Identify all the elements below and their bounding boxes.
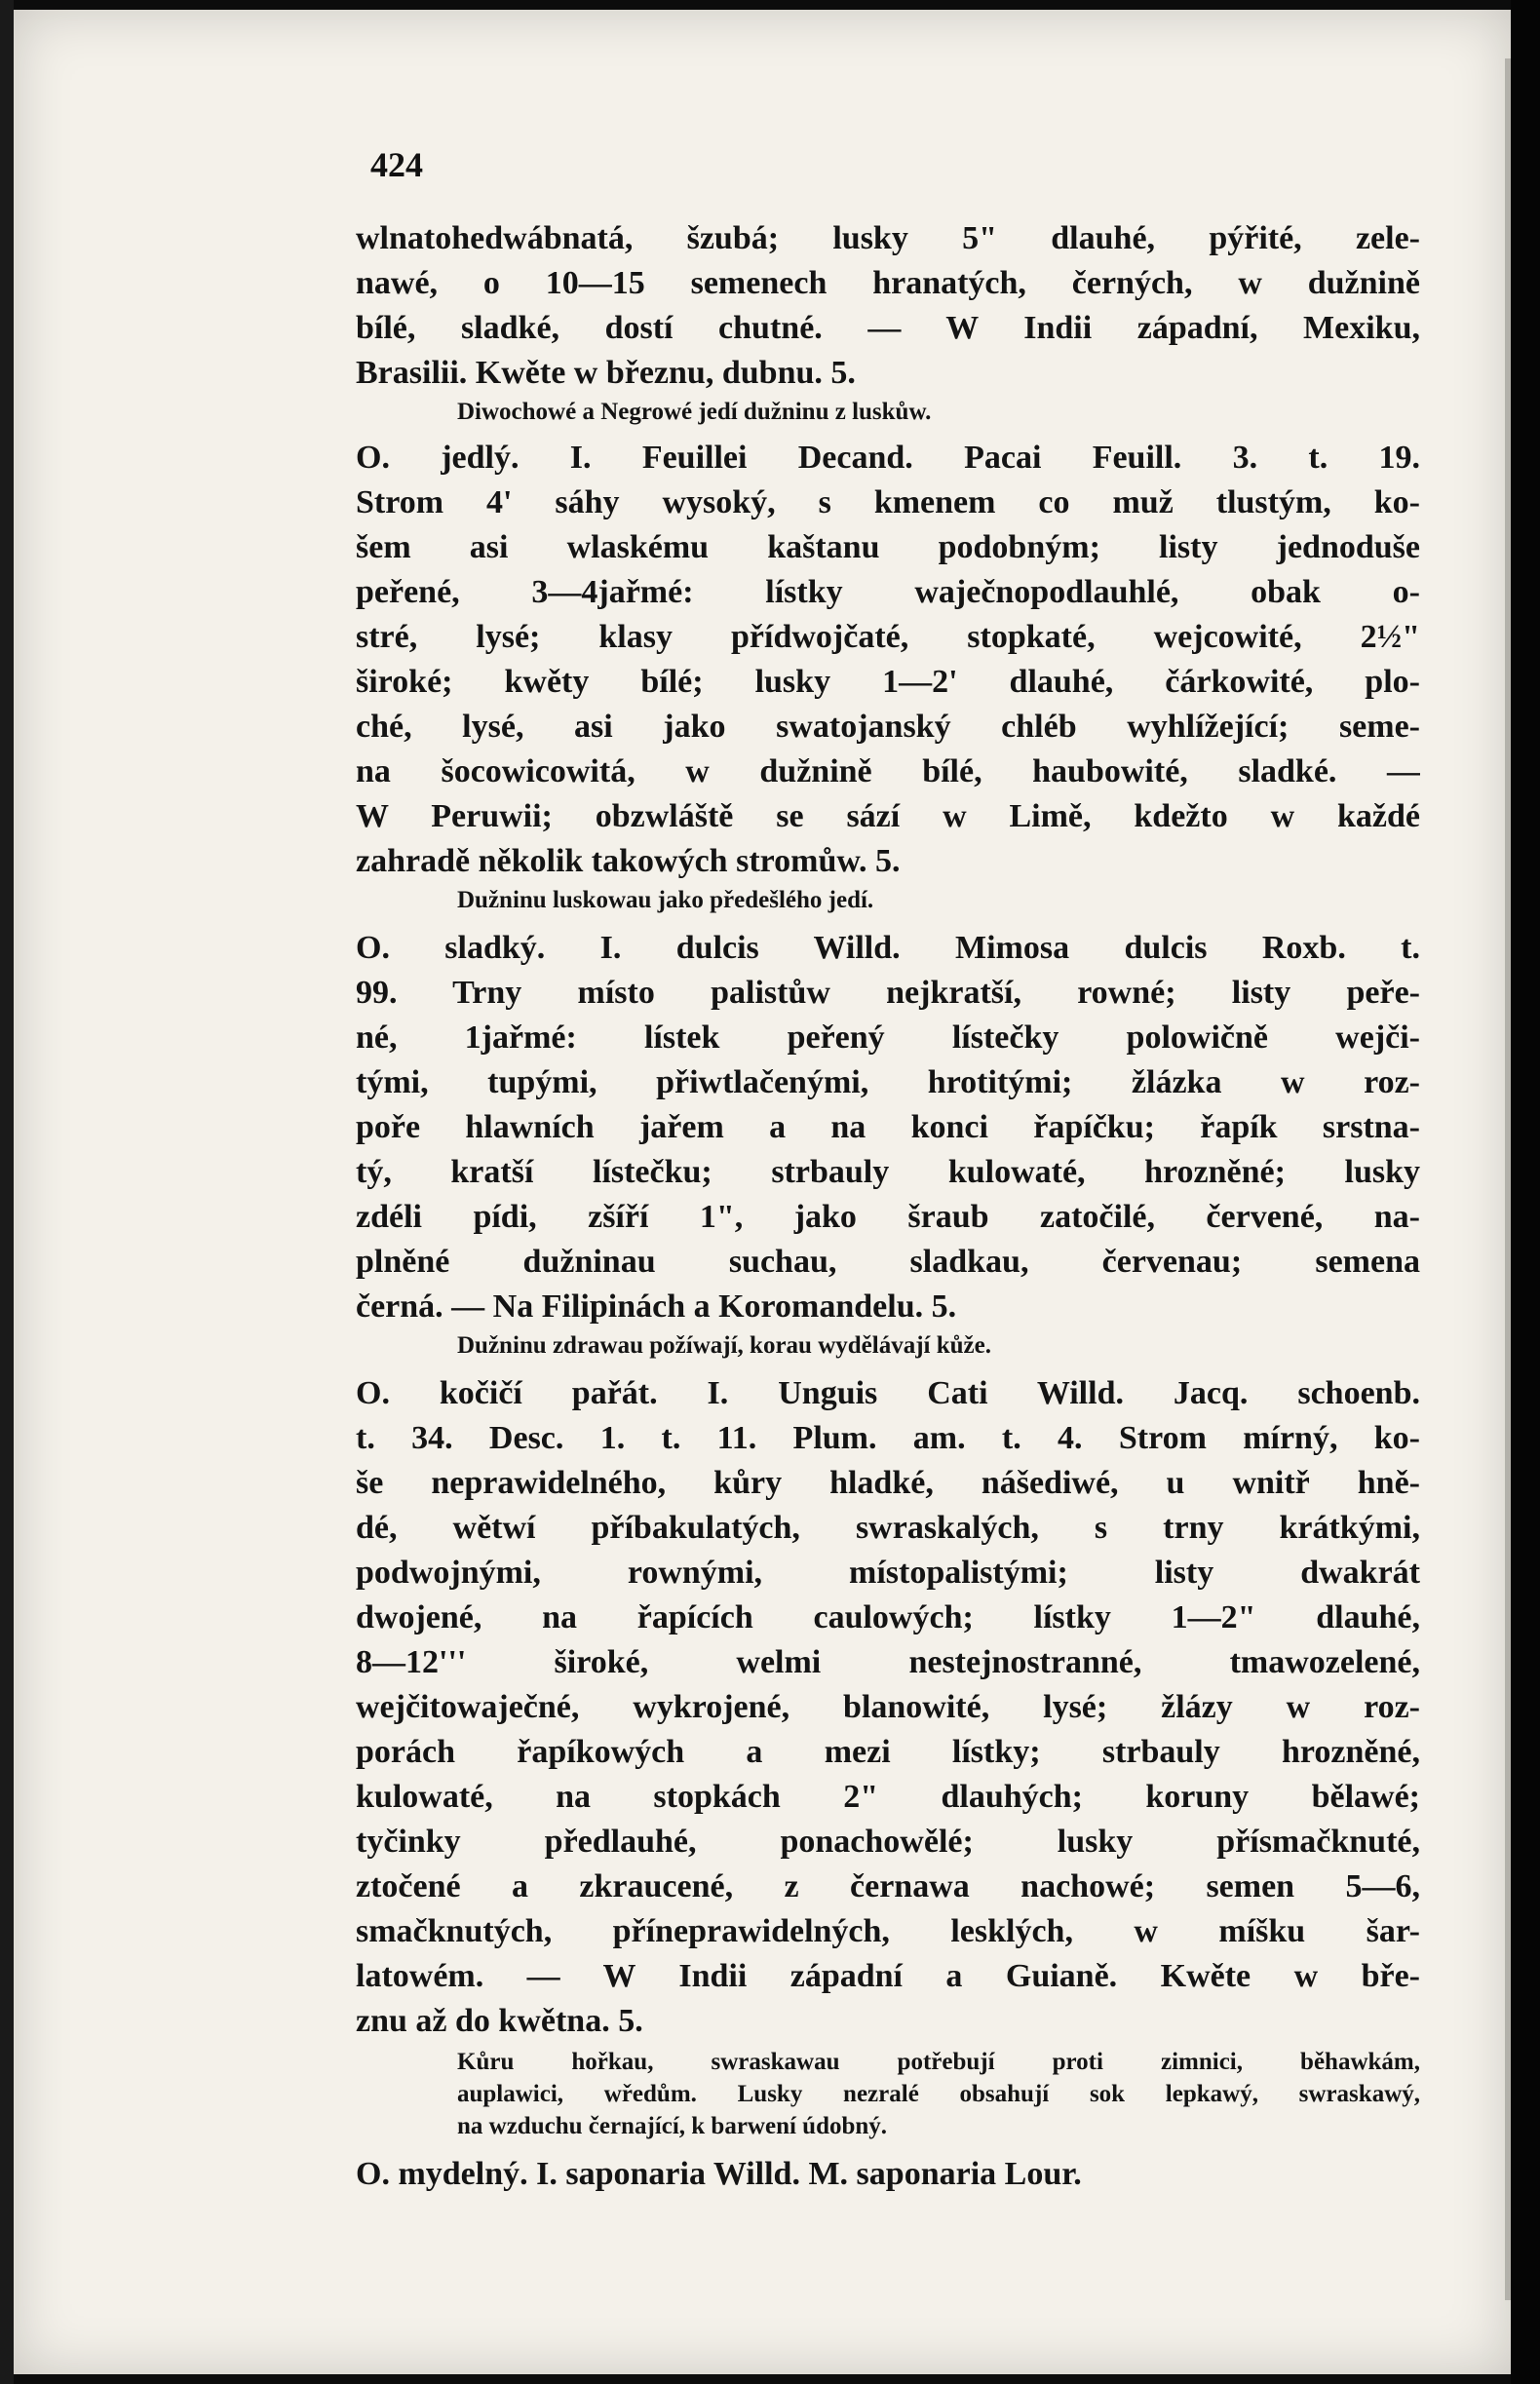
note-line: Dužninu luskowau jako předešlého jedí. xyxy=(457,887,874,913)
note-line: auplawici, wředům. Lusky nezralé obsahují sok lepkawý, swraskawý, xyxy=(457,2081,1420,2107)
text-line: Brasilii. Kwěte w březnu, dubnu. 5. xyxy=(356,355,856,391)
body-paragraph xyxy=(356,1371,1420,2044)
note-line: na wzduchu černající, k barwení údobný. xyxy=(457,2113,888,2139)
text-line: peřené, 3—4jařmé: lístky waječnopodlauhlé, obak o- xyxy=(356,574,1420,610)
page-text-block xyxy=(356,216,1420,2197)
text-line: t. 34. Desc. 1. t. 11. Plum. am. t. 4. Strom mírný, ko- xyxy=(356,1420,1420,1456)
body-paragraph xyxy=(356,216,1420,396)
text-line: široké; kwěty bílé; lusky 1—2' dlauhé, čárkowité, plo- xyxy=(356,664,1420,700)
text-line: podwojnými, rownými, místopalistými; listy dwakrát xyxy=(356,1555,1420,1591)
note-line: Kůru hořkau, swraskawau potřebují proti zimnici, běhawkám, xyxy=(457,2049,1420,2075)
text-line: 99. Trny místo palistůw nejkratší, rowné; listy peře- xyxy=(356,975,1420,1011)
note-paragraph xyxy=(356,884,1420,916)
text-line: O. jedlý. I. Feuillei Decand. Pacai Feuill. 3. t. 19. xyxy=(356,440,1420,476)
body-paragraph xyxy=(356,436,1420,884)
body-paragraph xyxy=(356,926,1420,1329)
note-paragraph xyxy=(356,1329,1420,1362)
text-line: znu až do kwětna. 5. xyxy=(356,2003,643,2039)
note-paragraph xyxy=(356,396,1420,428)
text-line: O. kočičí pařát. I. Unguis Cati Willd. Jacq. schoenb. xyxy=(356,1375,1420,1411)
text-line: tý, kratší lístečku; strbauly kulowaté, hrozněné; lusky xyxy=(356,1154,1420,1190)
text-line: smačknutých, příneprawidelných, lesklých, w míšku šar- xyxy=(356,1913,1420,1949)
note-line: Dužninu zdrawau požíwají, korau wydělávají kůže. xyxy=(457,1332,991,1359)
text-line: tými, tupými, přiwtlačenými, hrotitými; žlázka w roz- xyxy=(356,1064,1420,1100)
text-line: né, 1jařmé: lístek peřený lístečky polowičně wejči- xyxy=(356,1019,1420,1056)
text-line: Strom 4' sáhy wysoký, s kmenem co muž tlustým, ko- xyxy=(356,484,1420,520)
text-line: zdéli pídi, zšíří 1", jako šraub zatočilé, červené, na- xyxy=(356,1199,1420,1235)
text-line: bílé, sladké, dostí chutné. — W Indii západní, Mexiku, xyxy=(356,310,1420,346)
text-line: šem asi wlaskému kaštanu podobným; listy jednoduše xyxy=(356,529,1420,565)
text-line: ché, lysé, asi jako swatojanský chléb wyhlížející; seme- xyxy=(356,709,1420,745)
text-line: tyčinky předlauhé, ponachowělé; lusky přísmačknuté, xyxy=(356,1824,1420,1860)
text-line: še neprawidelného, kůry hladké, nášediwé, u wnitř hně- xyxy=(356,1465,1420,1501)
text-line: stré, lysé; klasy přídwojčaté, stopkaté, wejcowité, 2½" xyxy=(356,619,1420,655)
text-line: poře hlawních jařem a na konci řapíčku; řapík srstna- xyxy=(356,1109,1420,1145)
text-line: nawé, o 10—15 semenech hranatých, černých, w dužnině xyxy=(356,265,1420,301)
note-paragraph xyxy=(356,2046,1420,2142)
text-line: wlnatohedwábnatá, šzubá; lusky 5" dlauhé, pýřité, zele- xyxy=(356,220,1420,256)
text-line: wejčitowaječné, wykrojené, blanowité, lysé; žlázy w roz- xyxy=(356,1689,1420,1725)
body-paragraph xyxy=(356,2152,1420,2197)
scan-right-edge xyxy=(1511,0,1540,2384)
text-line: W Peruwii; obzwláště se sází w Limě, kdežto w každé xyxy=(356,798,1420,834)
text-line: latowém. — W Indii západní a Guianě. Kwěte w bře- xyxy=(356,1958,1420,1994)
text-line: na šocowicowitá, w dužnině bílé, haubowité, sladké. — xyxy=(356,753,1420,789)
page-number: 424 xyxy=(370,145,423,184)
text-line: 8—12''' široké, welmi nestejnostranné, tmawozelené, xyxy=(356,1644,1420,1680)
scan-left-edge xyxy=(0,0,14,2384)
text-line: zahradě několik takowých stromůw. 5. xyxy=(356,843,901,879)
text-line: kulowaté, na stopkách 2" dlauhých; koruny bělawé; xyxy=(356,1779,1420,1815)
text-line: dé, wětwí příbakulatých, swraskalých, s trny krátkými, xyxy=(356,1510,1420,1546)
text-line: O. mydelný. I. saponaria Willd. M. saponaria Lour. xyxy=(356,2156,1082,2192)
note-line: Diwochowé a Negrowé jedí dužninu z luskůw. xyxy=(457,399,932,425)
text-line: černá. — Na Filipinách a Koromandelu. 5. xyxy=(356,1288,957,1325)
text-line: porách řapíkowých a mezi lístky; strbauly hrozněné, xyxy=(356,1734,1420,1770)
text-line: ztočené a zkraucené, z černawa nachowé; semen 5—6, xyxy=(356,1868,1420,1904)
text-line: plněné dužninau suchau, sladkau, červenau; semena xyxy=(356,1244,1420,1280)
text-line: O. sladký. I. dulcis Willd. Mimosa dulcis Roxb. t. xyxy=(356,930,1420,966)
text-line: dwojené, na řapících caulowých; lístky 1—2" dlauhé, xyxy=(356,1599,1420,1635)
